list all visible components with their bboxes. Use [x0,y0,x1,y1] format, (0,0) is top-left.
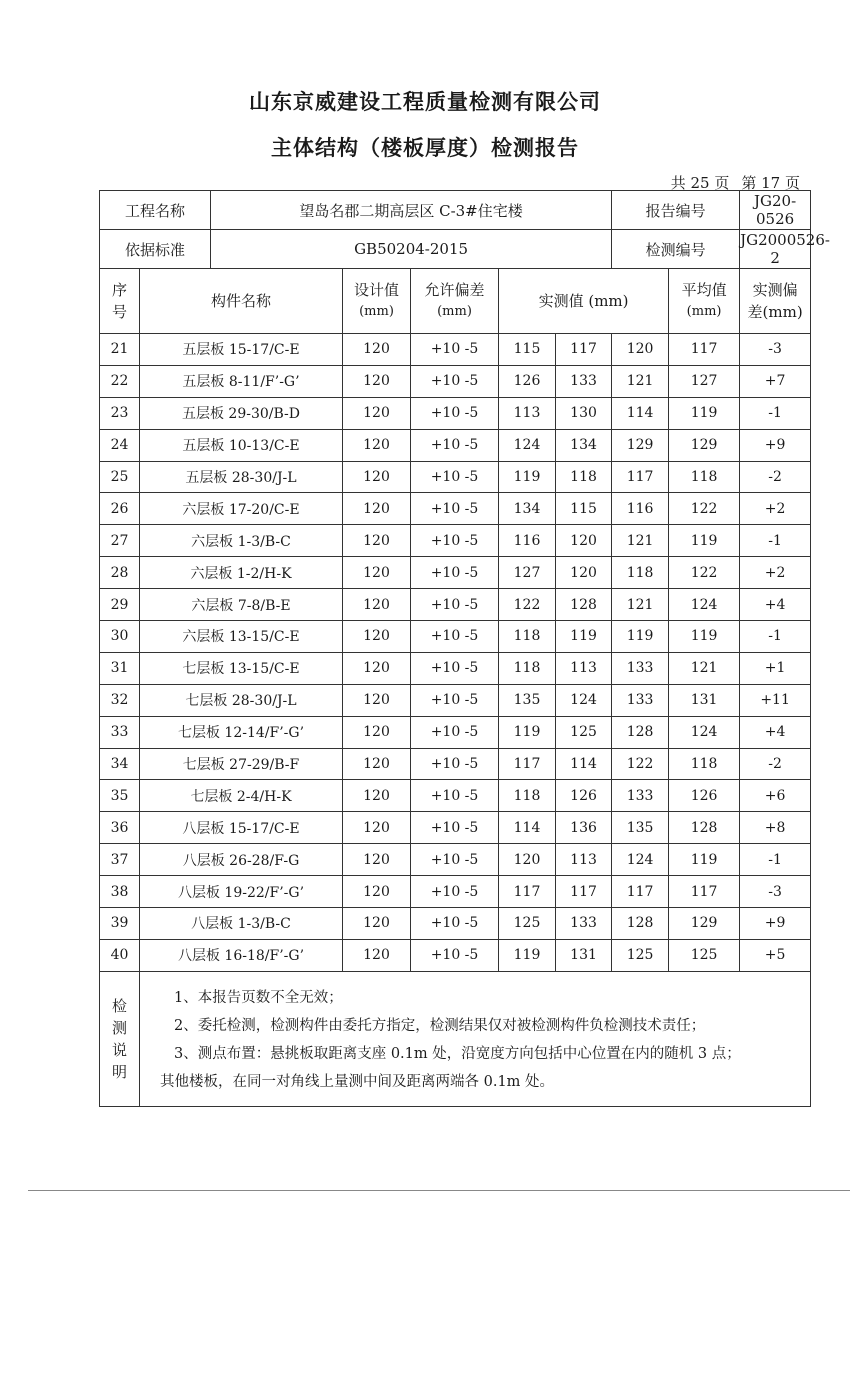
row-seq: 39 [100,908,140,940]
row-tolerance: +10 -5 [411,812,499,844]
standard-value: GB50204-2015 [211,230,612,269]
row-component-name: 六层板 1-2/H-K [140,557,343,589]
row-average: 118 [669,461,740,493]
row-measured-2: 114 [556,748,612,780]
row-seq: 37 [100,844,140,876]
table-row [100,621,811,653]
row-measured-3: 117 [612,461,669,493]
row-measured-1: 115 [499,334,556,366]
row-average: 128 [669,812,740,844]
row-average: 117 [669,334,740,366]
row-tolerance: +10 -5 [411,844,499,876]
row-design-value: 120 [343,748,411,780]
row-design-value: 120 [343,684,411,716]
table-row [100,716,811,748]
table-row [100,908,811,940]
row-design-value: 120 [343,716,411,748]
row-deviation: -1 [740,621,811,653]
col-tolerance [411,269,499,334]
table-row [100,812,811,844]
row-seq: 31 [100,652,140,684]
row-design-value: 120 [343,908,411,940]
row-component-name: 八层板 19-22/F’-G’ [140,876,343,908]
row-measured-1: 116 [499,525,556,557]
row-seq: 30 [100,621,140,653]
row-average: 119 [669,525,740,557]
table-row [100,748,811,780]
row-average: 125 [669,939,740,971]
table-row [100,334,811,366]
row-deviation: -1 [740,525,811,557]
row-measured-2: 126 [556,780,612,812]
row-tolerance: +10 -5 [411,557,499,589]
row-average: 129 [669,429,740,461]
total-pages: 共 25 页 [670,174,730,192]
col-design [343,269,411,334]
row-deviation: -2 [740,748,811,780]
row-component-name: 五层板 8-11/F’-G’ [140,365,343,397]
row-seq: 32 [100,684,140,716]
project-value: 望岛名郡二期高层区 C-3#住宅楼 [211,191,612,230]
row-tolerance: +10 -5 [411,684,499,716]
row-component-name: 八层板 15-17/C-E [140,812,343,844]
col-average-label: 平均值 [681,281,727,299]
row-average: 124 [669,589,740,621]
row-deviation: +2 [740,557,811,589]
col-design-unit: (mm) [359,304,394,319]
row-deviation: +1 [740,652,811,684]
row-average: 127 [669,365,740,397]
note-line: 1、本报告页数不全无效； [174,989,343,1006]
report-table [99,190,830,1107]
company-name: 山东京威建设工程质量检测有限公司 [249,89,601,114]
col-average [669,269,740,334]
row-measured-1: 119 [499,716,556,748]
test-no-label: 检测编号 [612,230,740,269]
project-row [100,191,811,230]
standard-label: 依据标准 [100,230,211,269]
row-component-name: 七层板 2-4/H-K [140,780,343,812]
row-measured-2: 134 [556,429,612,461]
row-design-value: 120 [343,429,411,461]
table-row [100,397,811,429]
table-row [100,493,811,525]
row-seq: 28 [100,557,140,589]
row-component-name: 五层板 29-30/B-D [140,397,343,429]
col-deviation-label: 实测偏 [752,281,798,299]
row-measured-3: 122 [612,748,669,780]
row-measured-3: 133 [612,684,669,716]
row-measured-3: 124 [612,844,669,876]
row-tolerance: +10 -5 [411,780,499,812]
row-component-name: 五层板 15-17/C-E [140,334,343,366]
row-deviation: +5 [740,939,811,971]
row-component-name: 五层板 28-30/J-L [140,461,343,493]
row-design-value: 120 [343,525,411,557]
row-component-name: 八层板 26-28/F-G [140,844,343,876]
row-average: 124 [669,716,740,748]
table-row [100,939,811,971]
col-tolerance-label: 允许偏差 [424,281,485,299]
row-measured-1: 114 [499,812,556,844]
row-average: 117 [669,876,740,908]
row-seq: 21 [100,334,140,366]
row-design-value: 120 [343,397,411,429]
row-measured-2: 128 [556,589,612,621]
page-bottom-rule [28,1190,850,1191]
project-label: 工程名称 [100,191,211,230]
row-component-name: 六层板 17-20/C-E [140,493,343,525]
row-tolerance: +10 -5 [411,652,499,684]
row-measured-3: 128 [612,716,669,748]
row-measured-3: 121 [612,365,669,397]
row-deviation: +9 [740,429,811,461]
row-design-value: 120 [343,621,411,653]
row-measured-3: 128 [612,908,669,940]
row-design-value: 120 [343,780,411,812]
row-design-value: 120 [343,557,411,589]
row-seq: 22 [100,365,140,397]
row-design-value: 120 [343,589,411,621]
row-tolerance: +10 -5 [411,334,499,366]
col-name: 构件名称 [140,269,343,334]
row-average: 129 [669,908,740,940]
row-measured-2: 130 [556,397,612,429]
row-deviation: +2 [740,493,811,525]
row-measured-1: 118 [499,652,556,684]
row-tolerance: +10 -5 [411,621,499,653]
col-tolerance-unit: (mm) [437,304,472,319]
row-measured-3: 114 [612,397,669,429]
notes-row [100,971,811,1106]
row-deviation: -2 [740,461,811,493]
row-design-value: 120 [343,334,411,366]
row-seq: 27 [100,525,140,557]
row-design-value: 120 [343,812,411,844]
row-seq: 35 [100,780,140,812]
row-measured-3: 121 [612,589,669,621]
row-measured-3: 121 [612,525,669,557]
column-header-row [100,269,811,334]
row-measured-2: 120 [556,525,612,557]
row-tolerance: +10 -5 [411,876,499,908]
row-design-value: 120 [343,844,411,876]
row-measured-2: 113 [556,652,612,684]
row-measured-2: 119 [556,621,612,653]
row-measured-1: 117 [499,876,556,908]
row-measured-3: 129 [612,429,669,461]
report-no-label: 报告编号 [612,191,740,230]
row-measured-2: 118 [556,461,612,493]
col-average-unit: (mm) [686,304,722,319]
row-component-name: 五层板 10-13/C-E [140,429,343,461]
row-average: 119 [669,621,740,653]
current-page: 第 17 页 [741,174,800,192]
row-deviation: +4 [740,589,811,621]
row-measured-3: 117 [612,876,669,908]
row-average: 122 [669,493,740,525]
row-measured-3: 135 [612,812,669,844]
col-deviation-unit: 差(mm) [747,303,803,321]
row-tolerance: +10 -5 [411,397,499,429]
row-measured-3: 133 [612,780,669,812]
row-tolerance: +10 -5 [411,748,499,780]
row-deviation: +9 [740,908,811,940]
table-row [100,844,811,876]
row-measured-1: 119 [499,939,556,971]
row-measured-1: 125 [499,908,556,940]
table-row [100,429,811,461]
row-measured-2: 125 [556,716,612,748]
row-seq: 33 [100,716,140,748]
col-deviation [740,269,811,334]
row-average: 126 [669,780,740,812]
row-deviation: +8 [740,812,811,844]
row-component-name: 七层板 28-30/J-L [140,684,343,716]
test-no-value: JG2000526-2 [740,231,830,267]
row-measured-1: 135 [499,684,556,716]
row-average: 118 [669,748,740,780]
row-measured-2: 113 [556,844,612,876]
row-seq: 24 [100,429,140,461]
row-component-name: 六层板 13-15/C-E [140,621,343,653]
col-measured: 实测值 (mm) [499,269,669,334]
row-component-name: 七层板 12-14/F’-G’ [140,716,343,748]
row-measured-3: 120 [612,334,669,366]
row-component-name: 八层板 16-18/F’-G’ [140,939,343,971]
row-measured-1: 120 [499,844,556,876]
row-tolerance: +10 -5 [411,589,499,621]
row-measured-3: 125 [612,939,669,971]
row-measured-3: 119 [612,621,669,653]
row-measured-2: 117 [556,876,612,908]
col-design-label: 设计值 [354,281,400,299]
row-average: 131 [669,684,740,716]
row-tolerance: +10 -5 [411,939,499,971]
row-measured-2: 133 [556,908,612,940]
row-measured-1: 113 [499,397,556,429]
row-deviation: -3 [740,876,811,908]
row-component-name: 八层板 1-3/B-C [140,908,343,940]
row-measured-2: 120 [556,557,612,589]
row-measured-2: 115 [556,493,612,525]
row-design-value: 120 [343,876,411,908]
report-title: 主体结构（楼板厚度）检测报告 [271,135,579,160]
row-deviation: +11 [740,684,811,716]
notes-label: 检测说明 [100,971,140,1106]
row-measured-2: 117 [556,334,612,366]
table-row [100,684,811,716]
row-component-name: 六层板 1-3/B-C [140,525,343,557]
row-deviation: -3 [740,334,811,366]
row-deviation: -1 [740,844,811,876]
table-row [100,652,811,684]
row-deviation: -1 [740,397,811,429]
row-measured-2: 131 [556,939,612,971]
note-line: 3、测点布置：悬挑板取距离支座 0.1m 处，沿宽度方向包括中心位置在内的随机 3 点； [174,1045,741,1062]
row-deviation: +7 [740,365,811,397]
row-measured-1: 126 [499,365,556,397]
row-measured-1: 118 [499,780,556,812]
row-measured-2: 136 [556,812,612,844]
table-row [100,589,811,621]
row-component-name: 七层板 27-29/B-F [140,748,343,780]
row-seq: 25 [100,461,140,493]
table-row [100,557,811,589]
row-measured-1: 122 [499,589,556,621]
row-average: 119 [669,397,740,429]
row-seq: 36 [100,812,140,844]
row-measured-2: 124 [556,684,612,716]
row-seq: 40 [100,939,140,971]
row-deviation: +4 [740,716,811,748]
row-design-value: 120 [343,652,411,684]
row-seq: 38 [100,876,140,908]
row-measured-1: 118 [499,621,556,653]
row-measured-3: 116 [612,493,669,525]
row-seq: 26 [100,493,140,525]
note-line: 其他楼板，在同一对角线上量测中间及距离两端各 0.1m 处。 [160,1073,555,1090]
row-tolerance: +10 -5 [411,908,499,940]
row-measured-3: 118 [612,557,669,589]
row-measured-1: 117 [499,748,556,780]
row-tolerance: +10 -5 [411,716,499,748]
row-component-name: 七层板 13-15/C-E [140,652,343,684]
row-measured-1: 134 [499,493,556,525]
row-seq: 29 [100,589,140,621]
row-average: 122 [669,557,740,589]
standard-row [100,230,811,269]
row-seq: 23 [100,397,140,429]
row-average: 119 [669,844,740,876]
row-measured-1: 119 [499,461,556,493]
row-seq: 34 [100,748,140,780]
row-design-value: 120 [343,461,411,493]
row-average: 121 [669,652,740,684]
report-no-value: JG20-0526 [740,191,811,230]
row-design-value: 120 [343,365,411,397]
table-row [100,780,811,812]
row-tolerance: +10 -5 [411,493,499,525]
notes-content [140,971,811,1106]
row-tolerance: +10 -5 [411,429,499,461]
row-component-name: 六层板 7-8/B-E [140,589,343,621]
row-design-value: 120 [343,493,411,525]
table-row [100,876,811,908]
table-row [100,525,811,557]
row-measured-2: 133 [556,365,612,397]
col-seq: 序号 [100,269,140,334]
row-measured-1: 124 [499,429,556,461]
row-tolerance: +10 -5 [411,365,499,397]
table-row [100,365,811,397]
row-tolerance: +10 -5 [411,461,499,493]
row-tolerance: +10 -5 [411,525,499,557]
row-measured-1: 127 [499,557,556,589]
table-row [100,461,811,493]
note-line: 2、委托检测，检测构件由委托方指定，检测结果仅对被检测构件负检测技术责任； [174,1017,706,1034]
row-design-value: 120 [343,939,411,971]
row-measured-3: 133 [612,652,669,684]
row-deviation: +6 [740,780,811,812]
